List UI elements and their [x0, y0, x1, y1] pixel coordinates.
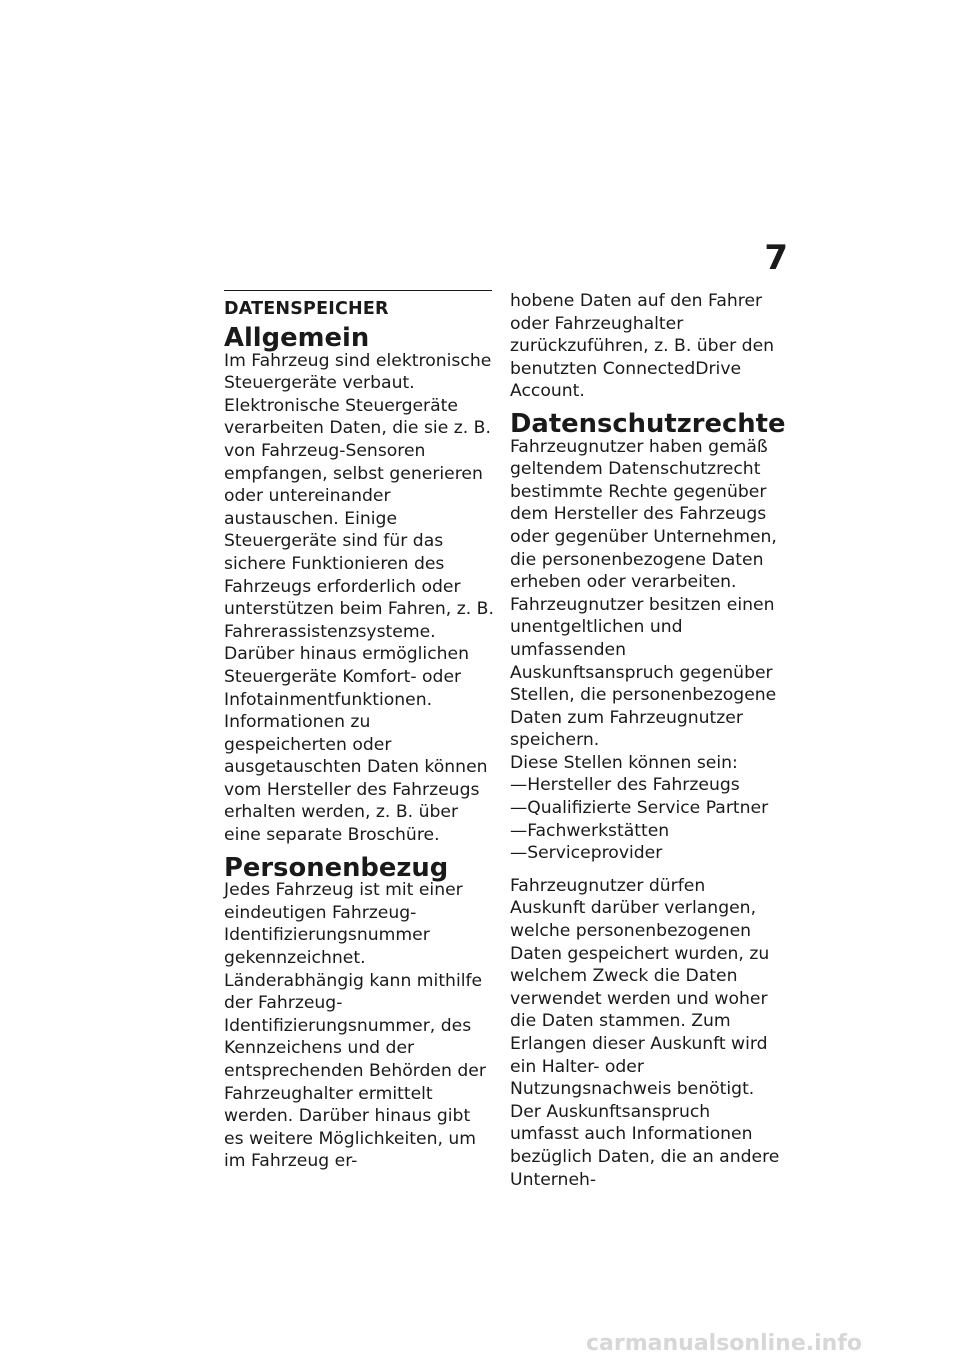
dash-icon: —: [510, 820, 528, 841]
paragraph-datenschutz-1: Fahrzeugnutzer haben gemäß geltendem Datenschutzrecht bestimmte Rechte gegenüber dem Hersteller des Fahrzeugs oder gegenüber Unternehmen, die personenbezogene Daten erheben oder verarbeiten.: [510, 436, 777, 593]
list-item: —Fachwerkstätten: [510, 820, 670, 841]
list-item: —Hersteller des Fahrzeugs: [510, 775, 740, 796]
dash-icon: —: [510, 775, 528, 796]
paragraph-personenbezug-1: Jedes Fahrzeug ist mit einer eindeutigen Fahrzeug-Identifizierungsnummer gekennzeichnet. Länderabhängig kann mithilfe der Fahrzeug-Identifizierungsnummer, des Kennzeichens und der entsprechenden Behörden der Fahrzeughalter ermittelt werden. Darüber hinaus gibt es weitere Möglichkeiten, um im Fahrzeug er-: [224, 880, 486, 1172]
dash-icon: —: [510, 843, 528, 864]
stellen-list: [510, 774, 780, 864]
footer-watermark: carmanualsonline.info: [586, 1331, 862, 1356]
section-title: DATENSPEICHER: [224, 299, 389, 319]
heading-datenschutzrechte: Datenschutzrechte: [510, 408, 786, 439]
heading-allgemein: Allgemein: [224, 323, 370, 353]
list-item: —Qualifizierte Service Partner: [510, 798, 769, 819]
list-item: —Serviceprovider: [510, 843, 663, 864]
heading-personenbezug: Personenbezug: [224, 852, 449, 883]
paragraph-allgemein-2: Informationen zu gespeicherten oder ausgetauschten Daten können vom Hersteller des Fahrzeugs erhalten werden, z. B. über eine separate Broschüre.: [224, 712, 488, 846]
paragraph-datenschutz-4: Der Auskunftsanspruch umfasst auch Informationen bezüglich Daten, die an andere Unterneh-: [510, 1101, 780, 1190]
paragraph-allgemein-1: Im Fahrzeug sind elektronische Steuergeräte verbaut. Elektronische Steuergeräte verarbeiten Daten, die sie z. B. von Fahrzeug-Sensoren empfangen, selbst generieren oder untereinander austauschen. Einige Steuergeräte sind für das sichere Funktionieren des Fahrzeugs erforderlich oder unterstützen beim Fahren, z. B. Fahrerassistenzsysteme. Darüber hinaus ermöglichen Steuergeräte Komfort- oder Infotainmentfunktionen.: [224, 350, 494, 710]
paragraph-continuation: hobene Daten auf den Fahrer oder Fahrzeughalter zurückzuführen, z. B. über den benutzten ConnectedDrive Account.: [510, 291, 775, 402]
paragraph-datenschutz-3: Fahrzeugnutzer dürfen Auskunft darüber verlangen, welche personenbezogenen Daten gespeichert wurden, zu welchem Zweck die Daten verwendet werden und woher die Daten stammen. Zum Erlangen dieser Auskunft wird ein Halter- oder Nutzungsnachweis benötigt.: [510, 875, 770, 1100]
right-column: [510, 290, 786, 1191]
list-intro: Diese Stellen können sein:: [510, 752, 738, 773]
page-number: 7: [764, 238, 788, 278]
paragraph-datenschutz-2: Fahrzeugnutzer besitzen einen unentgeltlichen und umfassenden Auskunftsanspruch gegenüber Stellen, die personenbezogene Daten zum Fahrzeugnutzer speichern.: [510, 594, 777, 751]
left-column: [224, 290, 494, 1173]
section-rule: [224, 290, 492, 291]
dash-icon: —: [510, 798, 528, 819]
